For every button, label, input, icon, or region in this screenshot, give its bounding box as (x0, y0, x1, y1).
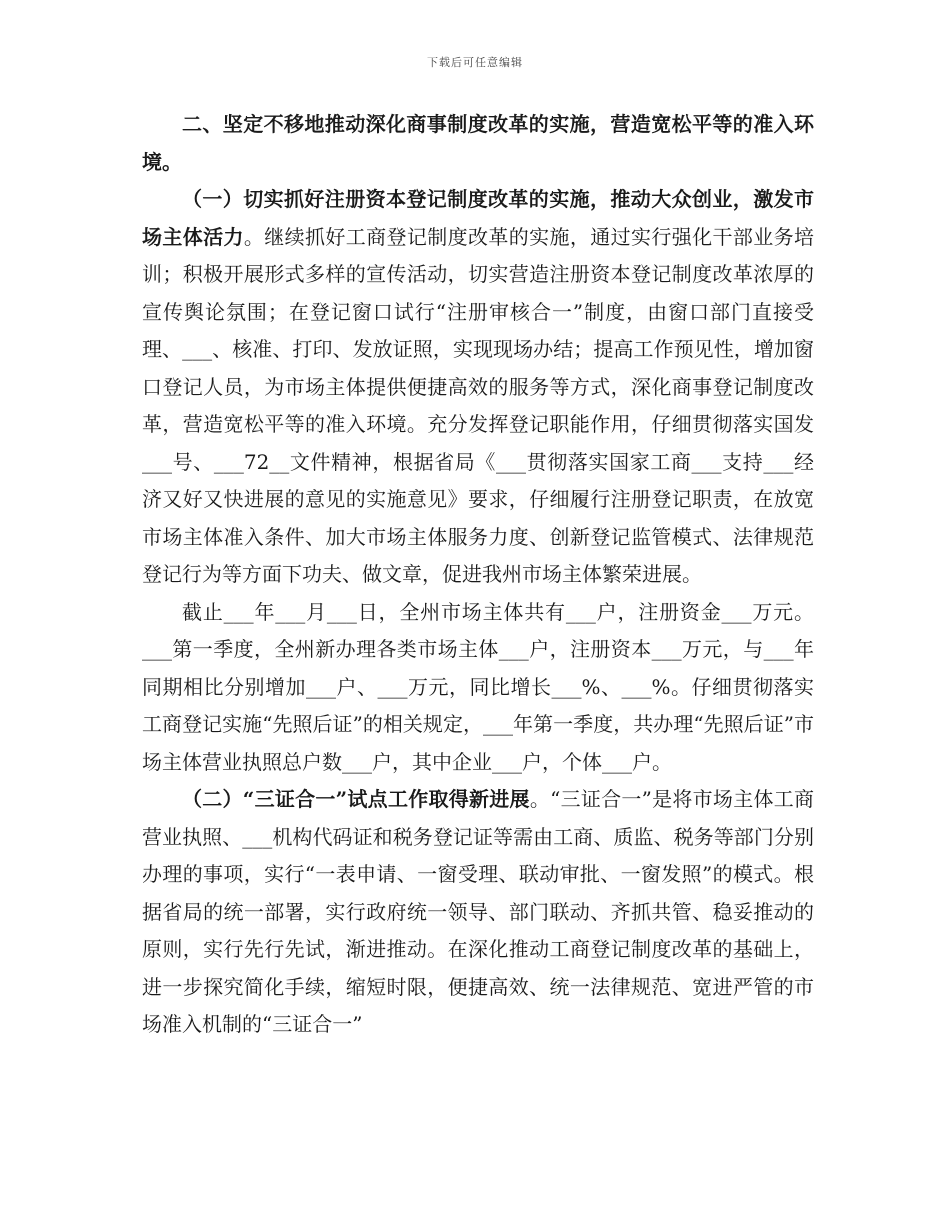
paragraph-three-in-one (142, 781, 814, 1044)
paragraph-text: 。继续抓好工商登记制度改革的实施，通过实行强化干部业务培训；积极开展形式多样的宣传活动，切实营造注册资本登记制度改革浓厚的宣传舆论氛围；在登记窗口试行“注册审核合一”制度，由窗口部门直接受理、___、核准、打印、发放证照，实现现场办结；提高工作预见性，增加窗口登记人员，为市场主体提供便捷高效的服务等方式，深化商事登记制度改革，营造宽松平等的准入环境。充分发挥登记职能作用，仔细贯彻落实国发___号、___72__文件精神，根据省局《___贯彻落实国家工商___支持___经济又好又快进展的意见的实施意见》要求，仔细履行注册登记职责，在放宽市场主体准入条件、加大市场主体服务力度、创新登记监管模式、法律规范登记行为等方面下功夫、做文章，促进我州市场主体繁荣进展。 (142, 224, 814, 586)
paragraph-lead: （二）“三证合一”试点工作取得新进展 (182, 787, 530, 811)
paragraph-lead: （一）切实抓好注册资本登记制度改革的实施，推动大众创业，激发市场主体活力 (142, 187, 814, 249)
section-heading: 二、坚定不移地推动深化商事制度改革的实施，营造宽松平等的准入环境。 (142, 112, 814, 174)
page-header: 下载后可任意编辑 (427, 56, 523, 69)
paragraph-statistics (142, 594, 814, 782)
paragraph-text: 截止___年___月___日，全州市场主体共有___户，注册资金___万元。___第一季度，全州新办理各类市场主体___户，注册资本___万元，与___年同期相比分别增加___户、___万元，同比增长___%、___%。仔细贯彻落实工商登记实施“先照后证”的相关规定，___年第一季度，共办理“先照后证”市场主体营业执照总户数___户，其中企业___户，个体___户。 (142, 599, 814, 774)
paragraph-text: 。“三证合一”是将市场主体工商营业执照、___机构代码证和税务登记证等需由工商、质监、税务等部门分别办理的事项，实行“一表申请、一窗受理、联动审批、一窗发照”的模式。根据省局的统一部署，实行政府统一领导、部门联动、齐抓共管、稳妥推动的原则，实行先行先试，渐进推动。在深化推动工商登记制度改革的基础上，进一步探究简化手续，缩短时限，便捷高效、统一法律规范、宽进严管的市场准入机制的“三证合一” (142, 787, 814, 1036)
document-body (142, 106, 814, 1044)
paragraph-registration-reform (142, 181, 814, 594)
